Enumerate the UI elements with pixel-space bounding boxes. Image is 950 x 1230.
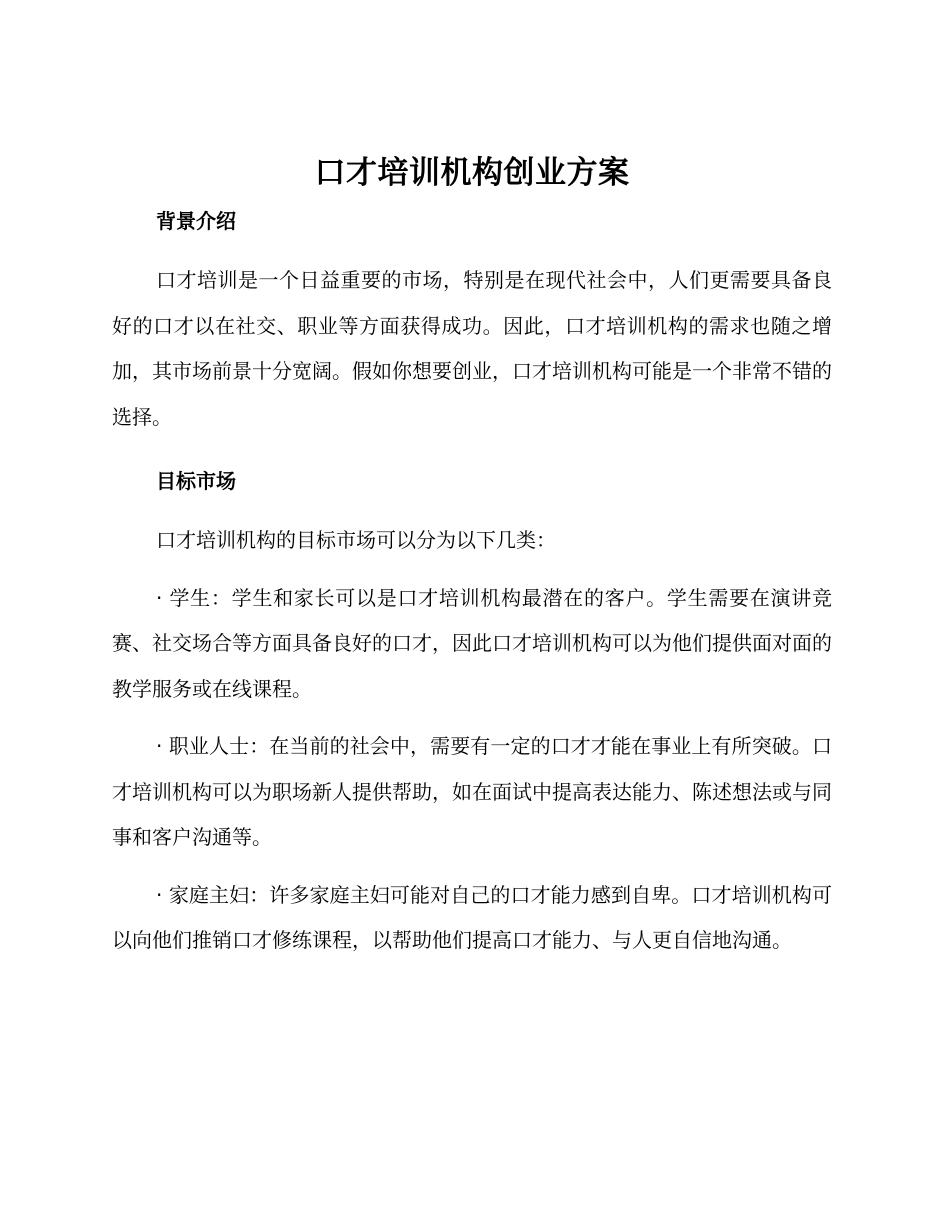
paragraph-background: 口才培训是一个日益重要的市场，特别是在现代社会中，人们更需要具备良好的口才以在社交、职业等方面获得成功。因此，口才培训机构的需求也随之增加，其市场前景十分宽阔。假如你想要创业，口才培训机构可能是一个非常不错的选择。 <box>112 268 832 429</box>
document-page <box>112 150 832 964</box>
section-heading-target-market: 目标市场 <box>156 469 236 493</box>
list-item-students: · 学生：学生和家长可以是口才培训机构最潜在的客户。学生需要在演讲竞赛、社交场合等方面具备良好的口才，因此口才培训机构可以为他们提供面对面的教学服务或在线课程。 <box>112 585 832 701</box>
list-item-homemakers: · 家庭主妇：许多家庭主妇可能对自己的口才能力感到自卑。口才培训机构可以向他们推销口才修练课程，以帮助他们提高口才能力、与人更自信地沟通。 <box>112 882 832 952</box>
section-heading-background: 背景介绍 <box>156 209 236 233</box>
paragraph-target-market-intro: 口才培训机构的目标市场可以分为以下几类： <box>156 528 556 552</box>
list-item-professionals: · 职业人士：在当前的社会中，需要有一定的口才才能在事业上有所突破。口才培训机构可以为职场新人提供帮助，如在面试中提高表达能力、陈述想法或与同事和客户沟通等。 <box>112 734 832 849</box>
document-title: 口才培训机构创业方案 <box>314 155 630 191</box>
